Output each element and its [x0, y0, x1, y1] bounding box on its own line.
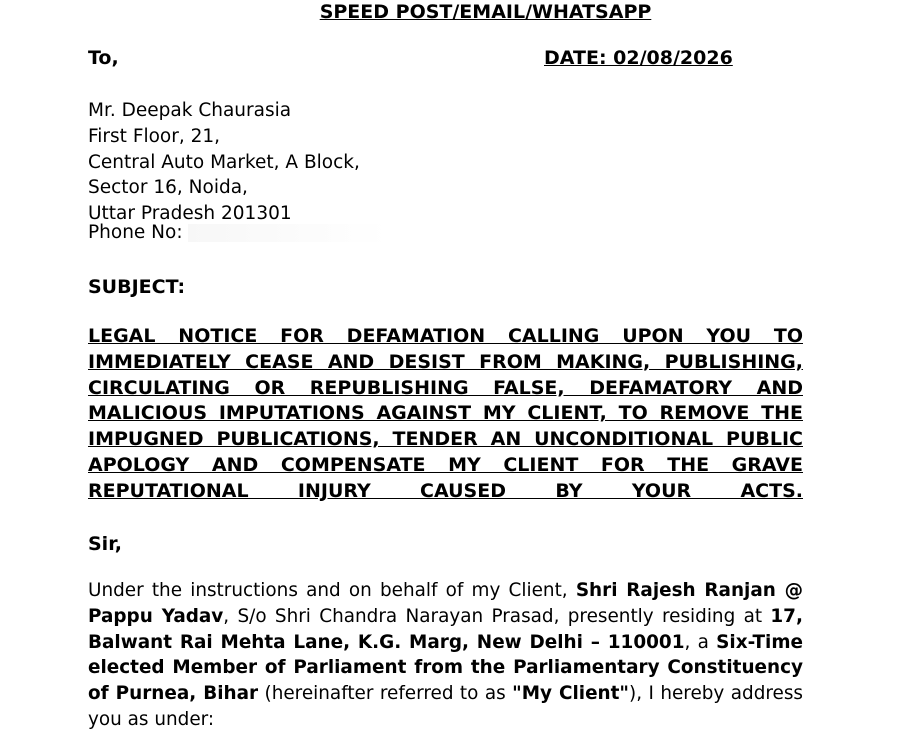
address-line-2: Central Auto Market, A Block, — [88, 151, 360, 173]
recipient-address — [88, 98, 388, 246]
phone-row — [88, 220, 388, 246]
body-text-4: (hereinafter referred to as — [258, 683, 513, 705]
salutation: Sir, — [88, 533, 122, 555]
client-name: Shri Rajesh Ranjan @ Pappu Yadav — [88, 580, 803, 627]
client-address: 17, Balwant Rai Mehta Lane, K.G. Marg, New Delhi – 110001 — [88, 605, 803, 653]
address-line-3: Sector 16, Noida, — [88, 177, 248, 199]
address-line-1: First Floor, 21, — [88, 125, 221, 147]
dispatch-mode-header — [88, 0, 803, 24]
redacted-phone-number — [188, 224, 388, 242]
subject-text: LEGAL NOTICE FOR DEFAMATION CALLING UPON YOU TO IMMEDIATELY CEASE AND DESIST FROM MAKING, PUBLISHING, CIRCULATING OR REPUBLISHING FALSE, DEFAMATORY AND MALICIOUS IMPUTATIONS AGAINST MY CLIENT, TO REMOVE THE IMPUGNED PUBLICATIONS, TENDER AN UNCONDITIONAL PUBLIC APOLOGY AND COMPENSATE MY CLIENT FOR THE GRAVE REPUTATIONAL INJURY CAUSED BY YOUR ACTS. — [88, 325, 803, 502]
address-line-4 — [88, 201, 388, 220]
recipient-name: Mr. Deepak Chaurasia — [88, 100, 292, 121]
body-text-3: , a — [684, 631, 717, 653]
body-text-5: ), I hereby address you as under: — [88, 683, 803, 730]
address-line-4-text: Uttar Pradesh 201301 — [88, 203, 292, 221]
client-title: Six-Time elected Member of Parliament from the Parliamentary Constituency of Purnea, Bihar — [88, 631, 803, 705]
body-paragraph — [88, 578, 803, 733]
notice-date: DATE: 02/08/2026 — [544, 47, 733, 69]
phone-label: Phone No: — [88, 222, 183, 244]
body-text-1: Under the instructions and on behalf of my Client, — [88, 580, 576, 601]
to-label: To, — [88, 47, 119, 69]
subject-label: SUBJECT: — [88, 276, 186, 298]
dispatch-mode-text: SPEED POST/EMAIL/WHATSAPP — [319, 1, 652, 23]
to-date-row — [88, 46, 803, 70]
client-alias: "My Client" — [512, 683, 630, 705]
body-text-2: , S/o Shri Chandra Narayan Prasad, presently residing at — [223, 605, 771, 627]
